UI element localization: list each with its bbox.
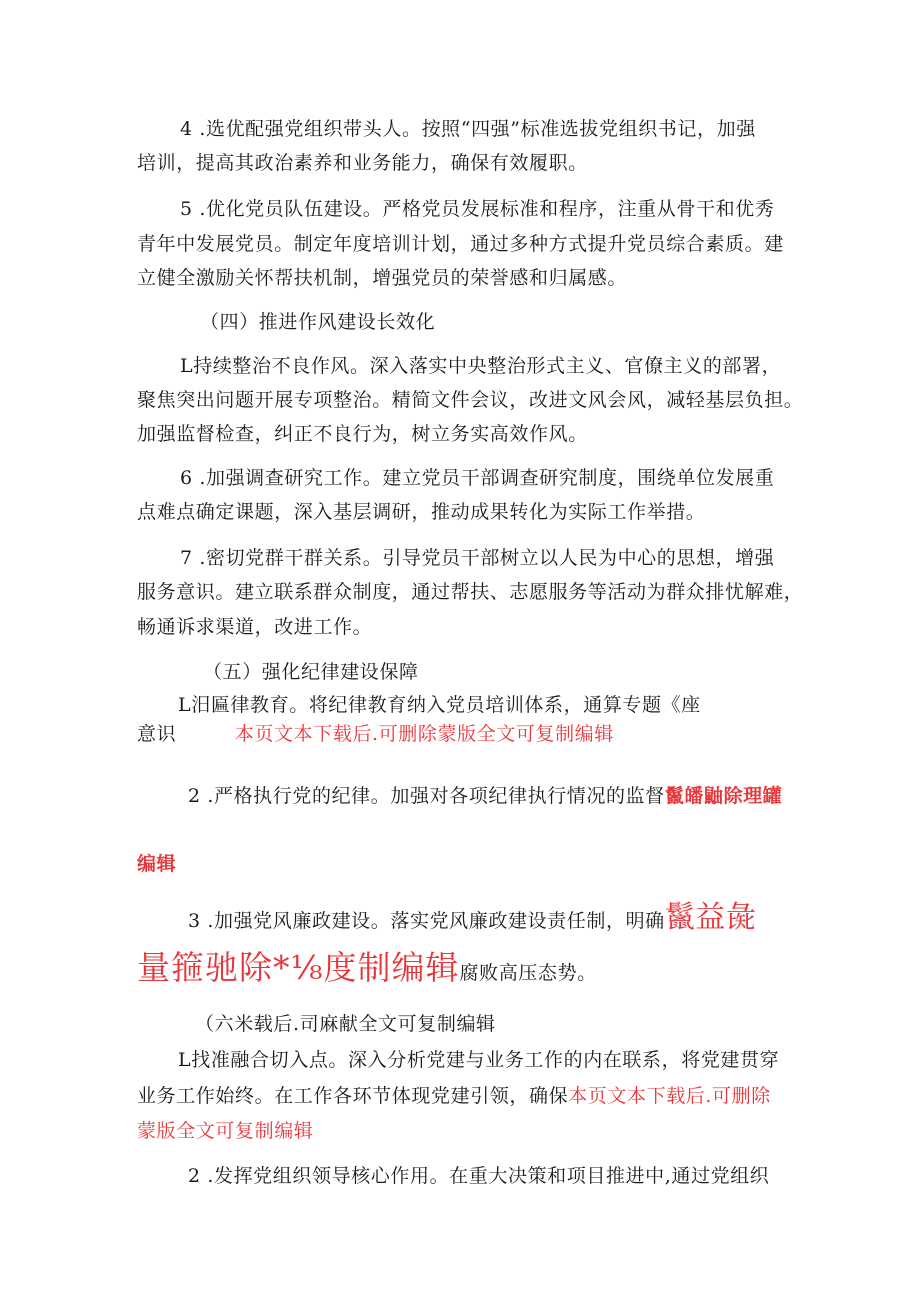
para-disc-1-line-2 bbox=[137, 718, 614, 750]
watermark-garbled: 鬣皤鼬除理罐 bbox=[664, 785, 783, 807]
para-7-line-3: 畅通诉求渠道，改进工作。 bbox=[137, 616, 373, 638]
watermark-fragment: 编辑 bbox=[137, 853, 177, 875]
watermark-garbled: 鬣益彘 bbox=[664, 900, 757, 935]
para-5-line-2: 青年中发展党员。制定年度培训计划，通过多种方式提升党员综合素质。建 bbox=[137, 233, 784, 255]
para-6-1-line-2 bbox=[137, 1080, 771, 1112]
para-disc-3-line-1 bbox=[188, 902, 757, 937]
section-heading-4: （四）推进作风建设长效化 bbox=[200, 311, 436, 333]
para-7-line-2: 服务意识。建立联系群众制度，通过帮扶、志愿服务等活动为群众排忧解难， bbox=[137, 581, 804, 603]
para-l1-line-1: L持续整治不良作风。深入落实中央整治形式主义、官僚主义的部署， bbox=[180, 355, 782, 377]
section-heading-6: （六米载后.司麻献全文可复制编辑 bbox=[195, 1013, 496, 1035]
text-fragment: 3 .加强党风廉政建设。落实党风廉政建设责任制，明确 bbox=[188, 910, 665, 932]
para-5-line-3: 立健全激励关怀帮扶机制，增强党员的荣誉感和归属感。 bbox=[137, 267, 628, 289]
text-fragment: 2 .严格执行党的纪律。加强对各项纪律执行情况的监督 bbox=[188, 785, 665, 807]
watermark-garbled: 量箍驰除*⅛度制编辑 bbox=[137, 948, 460, 987]
para-7-line-1: 7 .密切党群干群关系。引导党员干部树立以人民为中心的思想，增强 bbox=[180, 547, 775, 569]
para-l1-line-3: 加强监督检查，纠正不良行为，树立务实高效作风。 bbox=[137, 423, 588, 445]
para-disc-1-line-1: L汨匾律教育。将纪律教育纳入党员培训体系，通算专题《座 bbox=[178, 694, 701, 716]
text-fragment: 意识 bbox=[137, 723, 177, 745]
section-heading-5: （五）强化纪律建设保障 bbox=[203, 661, 419, 683]
para-4-line-2: 培训，提高其政治素养和业务能力，确保有效履职。 bbox=[137, 152, 588, 174]
para-disc-3-line-2 bbox=[137, 946, 597, 995]
para-disc-2-line-1 bbox=[188, 780, 782, 812]
watermark-notice-continued: 蒙版全文可复制编辑 bbox=[137, 1120, 314, 1142]
para-6-line-1: 6 .加强调查研究工作。建立党员干部调查研究制度，围绕单位发展重 bbox=[180, 467, 775, 489]
para-6-line-2: 点难点确定课题，深入基层调研，推动成果转化为实际工作举措。 bbox=[137, 501, 706, 523]
text-fragment: 腐败高压态势。 bbox=[459, 962, 597, 984]
watermark-notice: 本页文本下载后.可删除蒙版全文可复制编辑 bbox=[234, 723, 614, 745]
text-fragment: 业务工作始终。在工作各环节体现党建引领，确保 bbox=[137, 1085, 569, 1107]
para-6-2-line-1: 2 .发挥党组织领导核心作用。在重大决策和项目推进中,通过党组织 bbox=[188, 1165, 770, 1187]
watermark-notice: 本页文本下载后.可删除 bbox=[568, 1085, 771, 1107]
para-5-line-1: 5 .优化党员队伍建设。严格党员发展标准和程序，注重从骨干和优秀 bbox=[180, 198, 775, 220]
para-4-line-1: 4 .选优配强党组织带头人。按照“四强”标准选拔党组织书记，加强 bbox=[180, 118, 756, 140]
para-6-1-line-1: L找准融合切入点。深入分析党建与业务工作的内在联系，将党建贯穿 bbox=[178, 1049, 780, 1071]
para-l1-line-2: 聚焦突出问题开展专项整治。精简文件会议，改进文风会风，减轻基层负担。 bbox=[137, 389, 804, 411]
